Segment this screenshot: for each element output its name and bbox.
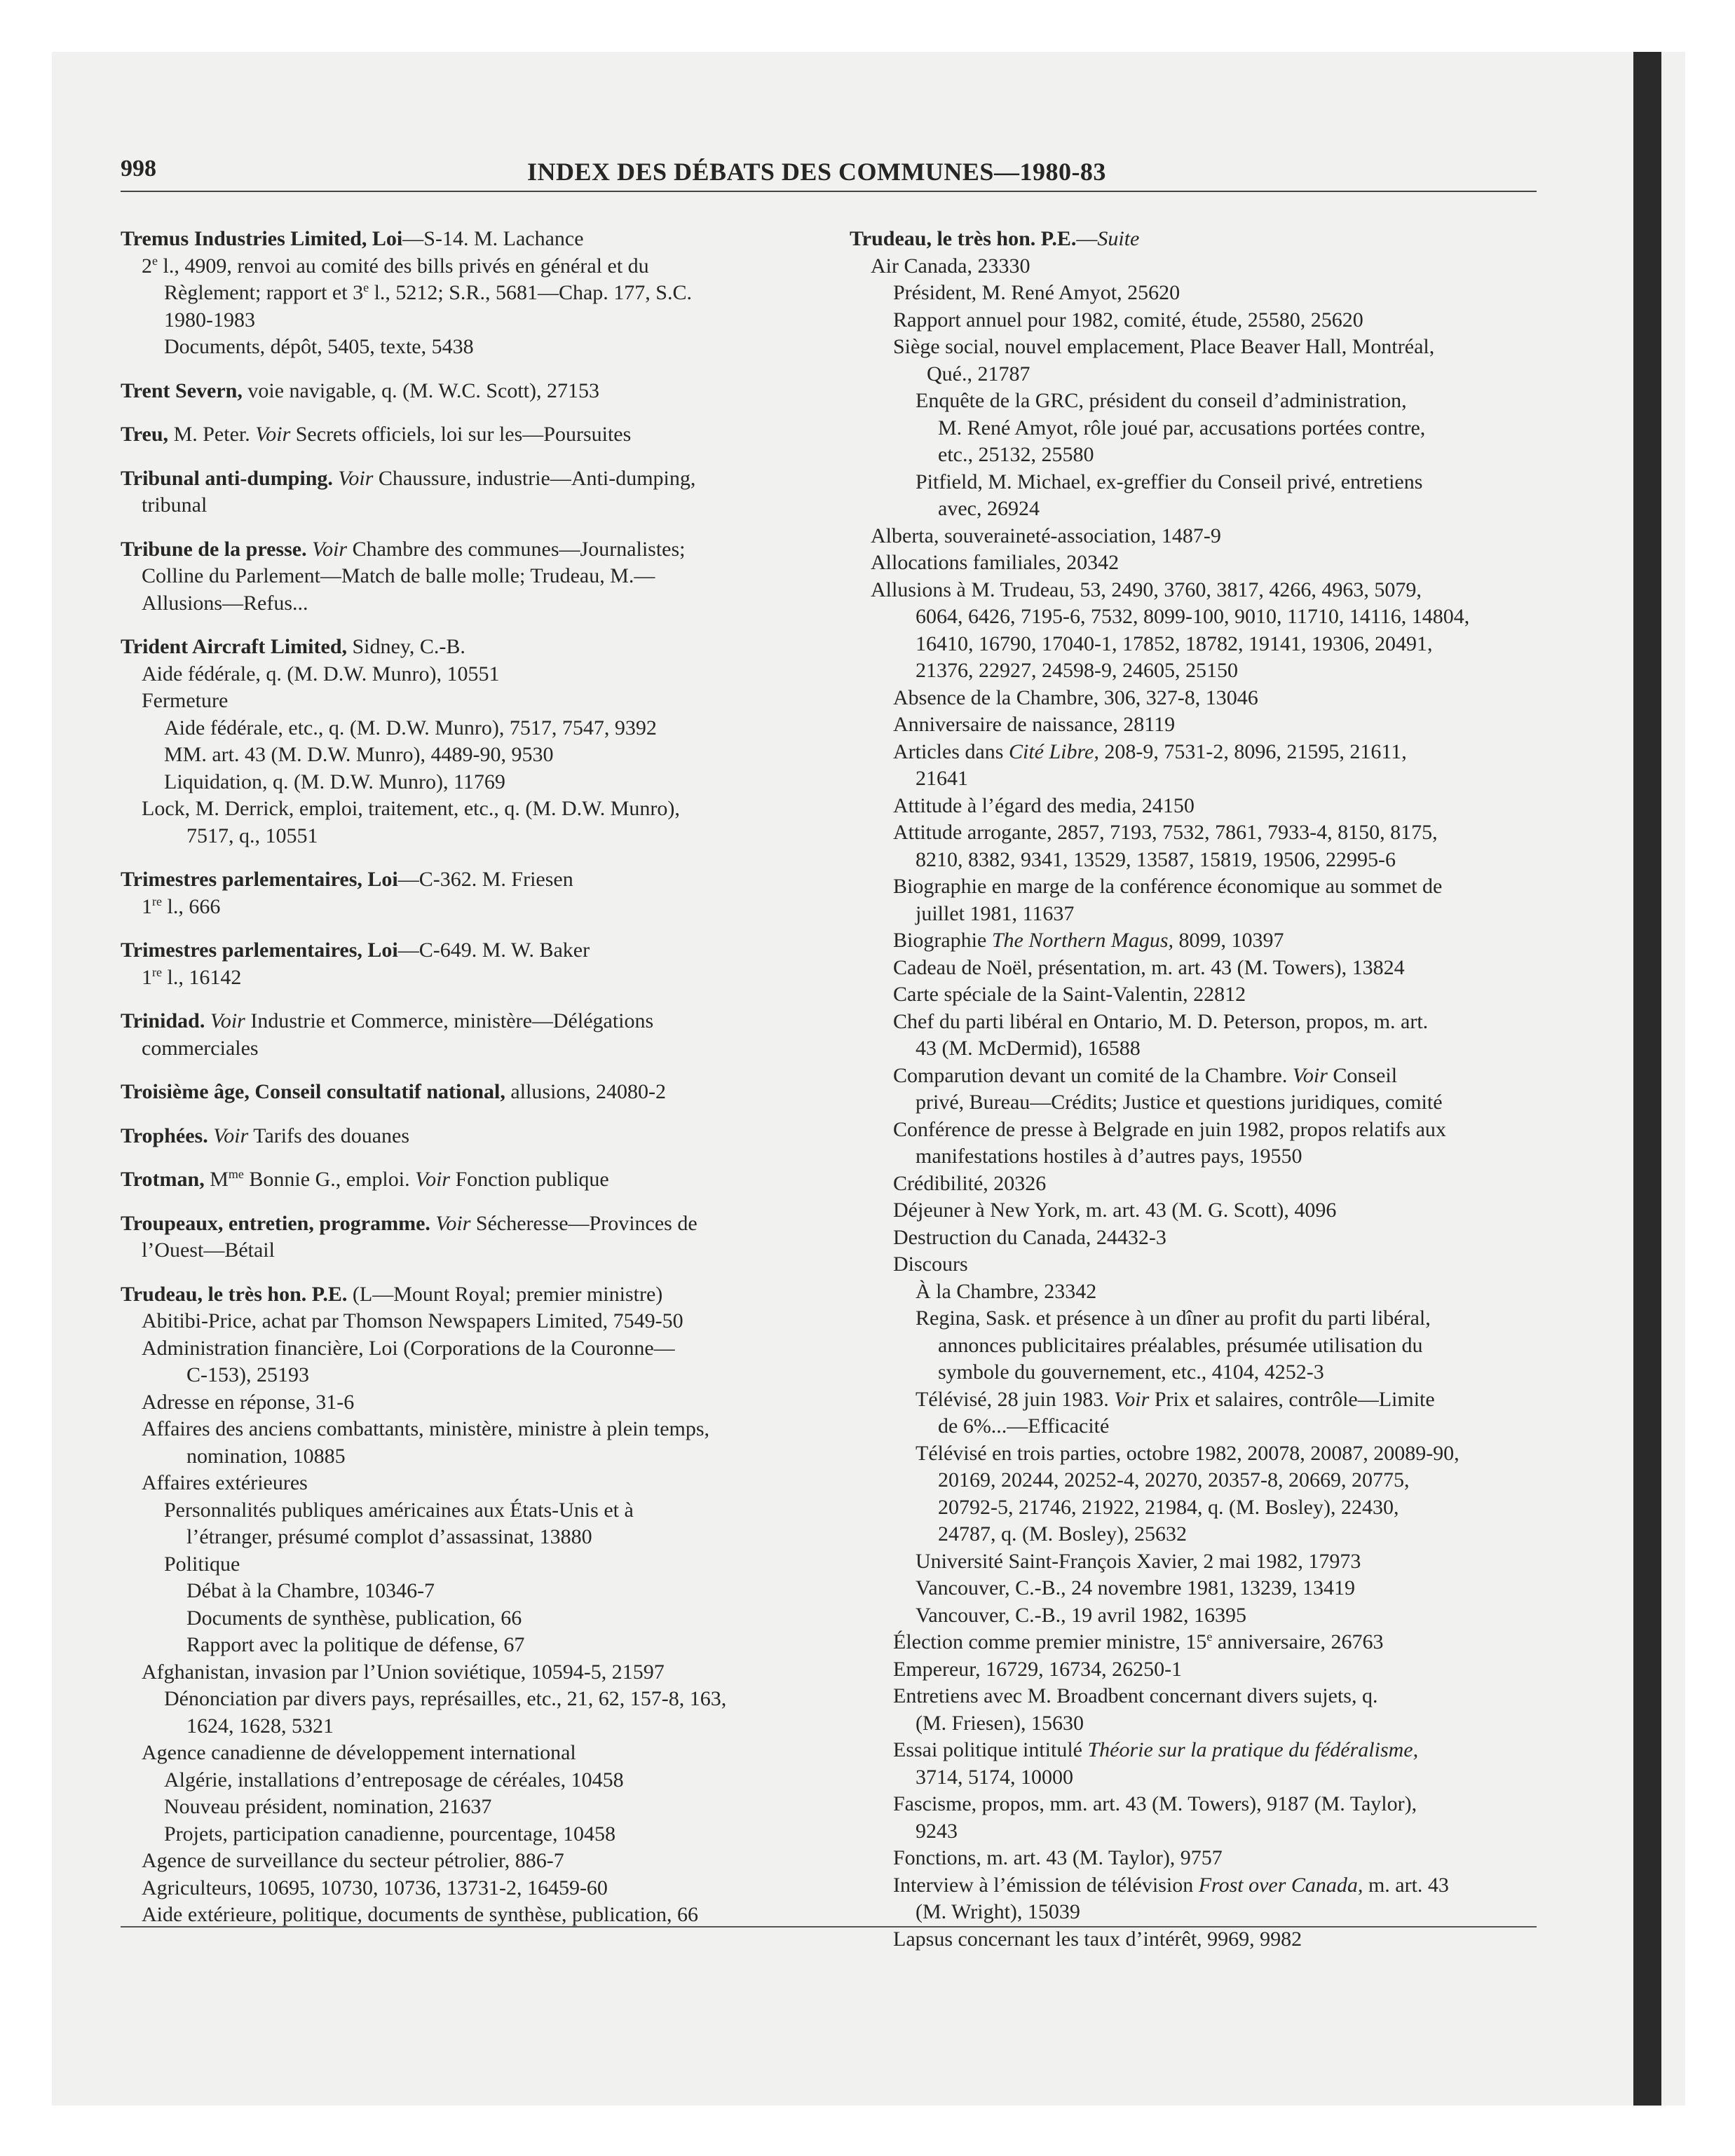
entry-line: Air Canada, 23330 xyxy=(871,254,1030,278)
index-entry xyxy=(121,465,815,519)
suite-label: Suite xyxy=(1097,227,1140,250)
entry-line: Afghanistan, invasion par l’Union soviétique, 10594-5, 21597 xyxy=(142,1660,665,1684)
entry-text: 2 xyxy=(142,254,152,278)
entry-line: privé, Bureau—Crédits; Justice et questions juridiques, comité xyxy=(916,1091,1443,1114)
entry-line: 7517, q., 10551 xyxy=(186,824,318,847)
entry-line: Président, M. René Amyot, 25620 xyxy=(893,281,1181,304)
entry-text: —S-14. M. Lachance xyxy=(402,227,584,250)
voir-reference: Voir xyxy=(338,466,374,490)
entry-line: Université Saint-François Xavier, 2 mai 1982, 17973 xyxy=(916,1549,1361,1573)
entry-line: MM. art. 43 (M. D.W. Munro), 4489-90, 9530 xyxy=(164,743,554,766)
entry-line: Empereur, 16729, 16734, 26250-1 xyxy=(893,1657,1183,1681)
entry-line: Discours xyxy=(893,1253,968,1276)
index-entry xyxy=(121,1123,815,1150)
entry-line: 9243 xyxy=(916,1819,958,1843)
superscript: me xyxy=(228,1167,244,1181)
entry-heading: Treu, xyxy=(121,423,169,446)
entry-text: Interview à l’émission de télévision xyxy=(893,1873,1199,1897)
italic-title: Théorie sur la pratique du fédéralisme, xyxy=(1087,1738,1419,1761)
entry-line: Attitude arrogante, 2857, 7193, 7532, 7861, 7933-4, 8150, 8175, xyxy=(893,821,1438,844)
entry-line: Projets, participation canadienne, pourcentage, 10458 xyxy=(164,1822,615,1845)
entry-line: Agence de surveillance du secteur pétrolier, 886-7 xyxy=(142,1849,564,1872)
entry-line: Affaires extérieures xyxy=(142,1471,308,1494)
entry-text: 208-9, 7531-2, 8096, 21595, 21611, xyxy=(1098,739,1407,763)
superscript: e xyxy=(152,253,158,268)
entry-line: Dénonciation par divers pays, représailles, etc., 21, 62, 157-8, 163, xyxy=(164,1687,727,1710)
entry-text: M xyxy=(204,1168,229,1191)
entry-line: de 6%...—Efficacité xyxy=(938,1414,1110,1438)
entry-line: 20792-5, 21746, 21922, 21984, q. (M. Bosley), 22430, xyxy=(938,1495,1399,1519)
entry-line: Rapport avec la politique de défense, 67 xyxy=(186,1633,525,1656)
entry-text: allusions, 24080-2 xyxy=(505,1080,667,1103)
entry-text: Chaussure, industrie—Anti-dumping, xyxy=(373,466,696,490)
voir-reference: Voir xyxy=(312,537,348,561)
entry-line: Aide fédérale, etc., q. (M. D.W. Munro), 7517, 7547, 9392 xyxy=(164,716,657,739)
index-entry xyxy=(121,1008,815,1062)
entry-line: Aide fédérale, q. (M. D.W. Munro), 10551 xyxy=(142,662,500,685)
entry-line: etc., 25132, 25580 xyxy=(938,443,1094,466)
entry-text: Prix et salaires, contrôle—Limite xyxy=(1149,1387,1435,1411)
entry-text: Tarifs des douanes xyxy=(248,1124,410,1147)
entry-line xyxy=(850,1386,1551,1414)
index-entry xyxy=(121,1079,815,1106)
entry-line: (M. Wright), 15039 xyxy=(916,1900,1080,1923)
voir-reference: Voir xyxy=(255,423,291,446)
entry-text: 1 xyxy=(142,965,152,989)
entry-text: Conseil xyxy=(1327,1063,1398,1087)
entry-text: m. art. 43 xyxy=(1363,1873,1449,1897)
entry-line: 21376, 22927, 24598-9, 24605, 25150 xyxy=(916,659,1238,682)
entry-line xyxy=(850,1063,1551,1090)
entry-text: 8099, 10397 xyxy=(1173,929,1284,952)
entry-line: Lapsus concernant les taux d’intérêt, 9969, 9982 xyxy=(893,1927,1302,1951)
entry-text: voie navigable, q. (M. W.C. Scott), 27153 xyxy=(242,378,599,402)
entry-line: annonces publicitaires préalables, présumée utilisation du xyxy=(938,1333,1423,1357)
superscript: e xyxy=(363,280,369,294)
entry-line: Alberta, souveraineté-association, 1487-9 xyxy=(871,524,1221,547)
entry-heading: Trudeau, le très hon. P.E. xyxy=(121,1282,348,1306)
entry-line: Adresse en réponse, 31-6 xyxy=(142,1390,355,1414)
page-number: 998 xyxy=(121,156,156,182)
entry-heading: Trimestres parlementaires, Loi xyxy=(121,939,398,962)
entry-heading: Tribunal anti-dumping. xyxy=(121,466,333,490)
index-entry xyxy=(121,1166,815,1194)
entry-line: l’Ouest—Bétail xyxy=(142,1239,275,1262)
entry-line: Administration financière, Loi (Corporations de la Couronne— xyxy=(142,1336,675,1360)
entry-line: Vancouver, C.-B., 24 novembre 1981, 13239, 13419 xyxy=(916,1576,1356,1599)
entry-line: Qué., 21787 xyxy=(927,362,1030,386)
entry-line: Vancouver, C.-B., 19 avril 1982, 16395 xyxy=(916,1603,1247,1627)
entry-text: l., 16142 xyxy=(161,965,242,989)
trudeau-subentries xyxy=(121,1308,815,1929)
entry-text: l., 666 xyxy=(161,894,221,918)
entry-line: Abitibi-Price, achat par Thomson Newspapers Limited, 7549-50 xyxy=(142,1309,683,1332)
entry-text: Biographie xyxy=(893,929,992,952)
entry-line: 8210, 8382, 9341, 13529, 13587, 15819, 19506, 22995-6 xyxy=(916,847,1396,871)
entry-line: Conférence de presse à Belgrade en juin 1982, propos relatifs aux xyxy=(893,1117,1446,1141)
entry-line: Cadeau de Noël, présentation, m. art. 43 (M. Towers), 13824 xyxy=(893,955,1405,979)
entry-heading: Tremus Industries Limited, Loi xyxy=(121,227,403,250)
entry-heading: Trident Aircraft Limited, xyxy=(121,635,347,658)
entry-line: Allusions—Refus... xyxy=(142,591,308,615)
scan-edge-shadow xyxy=(1633,52,1661,2106)
entry-line: Algérie, installations d’entreposage de céréales, 10458 xyxy=(164,1768,624,1792)
voir-reference: Voir xyxy=(213,1124,249,1147)
entry-line: Allusions à M. Trudeau, 53, 2490, 3760, 3817, 4266, 4963, 5079, xyxy=(871,578,1422,601)
entry-line: 6064, 6426, 7195-6, 7532, 8099-100, 9010, 11710, 14116, 14804, xyxy=(916,605,1470,628)
entry-line: Télévisé en trois parties, octobre 1982, 20078, 20087, 20089-90, xyxy=(916,1441,1460,1465)
index-entry xyxy=(121,421,815,449)
voir-reference: Voir xyxy=(1114,1387,1150,1411)
entry-text: Chambre des communes—Journalistes; xyxy=(347,537,686,561)
entry-line: 43 (M. McDermid), 16588 xyxy=(916,1037,1141,1060)
entry-line: Rapport annuel pour 1982, comité, étude, 25580, 25620 xyxy=(893,308,1363,332)
voir-reference: Voir xyxy=(435,1211,471,1235)
entry-text: l., 5212; S.R., 5681—Chap. 177, S.C. xyxy=(369,281,692,304)
entry-line: Regina, Sask. et présence à un dîner au profit du parti libéral, xyxy=(916,1306,1431,1330)
entry-line: 16410, 16790, 17040-1, 17852, 18782, 19141, 19306, 20491, xyxy=(916,632,1433,655)
entry-heading: Troupeaux, entretien, programme. xyxy=(121,1211,430,1235)
entry-line: Attitude à l’égard des media, 24150 xyxy=(893,793,1195,817)
entry-line: Fonctions, m. art. 43 (M. Taylor), 9757 xyxy=(893,1846,1223,1869)
entry-text: (L—Mount Royal; premier ministre) xyxy=(347,1282,663,1306)
voir-reference: Voir xyxy=(1292,1063,1328,1087)
entry-line: nomination, 10885 xyxy=(186,1444,346,1468)
entry-line: Anniversaire de naissance, 28119 xyxy=(893,713,1176,736)
running-title: INDEX DES DÉBATS DES COMMUNES—1980-83 xyxy=(527,158,1106,186)
left-column xyxy=(121,226,815,1946)
entry-line: C-153), 25193 xyxy=(186,1363,309,1386)
entry-heading: Trent Severn, xyxy=(121,378,243,402)
entry-line xyxy=(850,1737,1551,1764)
entry-text: Comparution devant un comité de la Chambre. xyxy=(893,1063,1293,1087)
entry-line: symbole du gouvernement, etc., 4104, 4252-3 xyxy=(938,1360,1324,1384)
italic-title: The Northern Magus, xyxy=(991,929,1173,952)
entry-heading: Tribune de la presse. xyxy=(121,537,307,561)
index-entry-trudeau xyxy=(121,1281,815,1929)
entry-line: Liquidation, q. (M. D.W. Munro), 11769 xyxy=(164,770,505,793)
entry-line: juillet 1981, 11637 xyxy=(916,901,1075,925)
entry-line: Déjeuner à New York, m. art. 43 (M. G. Scott), 4096 xyxy=(893,1199,1337,1222)
index-entry xyxy=(121,1210,815,1264)
right-column xyxy=(850,226,1551,1953)
entry-text: Sécheresse—Provinces de xyxy=(470,1211,698,1235)
entry-line: 20169, 20244, 20252-4, 20270, 20357-8, 20669, 20775, xyxy=(938,1468,1410,1492)
entry-text: Télévisé, 28 juin 1983. xyxy=(916,1387,1115,1411)
entry-line: Absence de la Chambre, 306, 327-8, 13046 xyxy=(893,685,1258,709)
entry-line: manifestations hostiles à d’autres pays, 19550 xyxy=(916,1145,1302,1168)
superscript: re xyxy=(152,964,162,979)
italic-title: Cité Libre, xyxy=(1008,739,1099,763)
italic-title: Frost over Canada, xyxy=(1198,1873,1363,1897)
entry-line: Nouveau président, nomination, 21637 xyxy=(164,1795,492,1818)
entry-heading: Trimestres parlementaires, Loi xyxy=(121,868,398,891)
entry-line: Biographie en marge de la conférence économique au sommet de xyxy=(893,875,1443,898)
entry-text: Industrie et Commerce, ministère—Délégations xyxy=(245,1009,654,1032)
entry-text: Sidney, C.-B. xyxy=(347,635,465,658)
entry-line: Documents, dépôt, 5405, texte, 5438 xyxy=(164,335,474,358)
entry-heading: Trinidad. xyxy=(121,1009,205,1032)
entry-line: 1624, 1628, 5321 xyxy=(186,1714,334,1738)
entry-heading: Trudeau, le très hon. P.E. xyxy=(850,227,1077,250)
voir-reference: Voir xyxy=(415,1168,451,1191)
entry-line xyxy=(850,739,1551,766)
entry-line: commerciales xyxy=(142,1036,259,1060)
entry-line: Agriculteurs, 10695, 10730, 10736, 13731-2, 16459-60 xyxy=(142,1876,608,1899)
entry-line: (M. Friesen), 15630 xyxy=(916,1711,1084,1735)
index-entry xyxy=(121,866,815,920)
entry-text: anniversaire, 26763 xyxy=(1212,1630,1384,1653)
entry-line: Débat à la Chambre, 10346-7 xyxy=(186,1579,435,1602)
entry-line: Allocations familiales, 20342 xyxy=(871,551,1120,574)
entry-text: —C-362. M. Friesen xyxy=(397,868,573,891)
entry-line: Politique xyxy=(164,1552,240,1576)
index-entry xyxy=(121,536,815,618)
entry-heading: Trotman, xyxy=(121,1168,205,1191)
entry-line: l’étranger, présumé complot d’assassinat, 13880 xyxy=(186,1525,592,1548)
entry-heading: Troisième âge, Conseil consultatif national, xyxy=(121,1080,505,1103)
entry-line: Affaires des anciens combattants, ministère, ministre à plein temps, xyxy=(142,1417,710,1440)
entry-line: Siège social, nouvel emplacement, Place Beaver Hall, Montréal, xyxy=(893,335,1435,358)
index-entry xyxy=(121,634,815,850)
entry-text: —C-649. M. W. Baker xyxy=(397,939,590,962)
entry-line: Crédibilité, 20326 xyxy=(893,1171,1047,1195)
entry-line: Agence canadienne de développement international xyxy=(142,1741,576,1764)
footer-rule xyxy=(121,1926,1537,1928)
entry-line xyxy=(850,1629,1551,1656)
entry-line: avec, 26924 xyxy=(938,497,1040,520)
index-entry xyxy=(121,378,815,405)
entry-line: Personnalités publiques américaines aux États-Unis et à xyxy=(164,1498,634,1522)
entry-line: Colline du Parlement—Match de balle molle; Trudeau, M.— xyxy=(142,564,655,587)
entry-text: l., 4909, renvoi au comité des bills privés en général et du xyxy=(158,254,649,278)
index-entry xyxy=(121,937,815,991)
superscript: e xyxy=(1206,1630,1213,1644)
entry-line: Carte spéciale de la Saint-Valentin, 22812 xyxy=(893,983,1246,1006)
entry-line xyxy=(850,927,1551,955)
superscript: re xyxy=(152,894,162,908)
entry-text: M. Peter. xyxy=(168,423,256,446)
entry-line: Enquête de la GRC, président du conseil d’administration, xyxy=(916,389,1407,412)
entry-text: Élection comme premier ministre, 15 xyxy=(893,1630,1207,1653)
entry-line: 21641 xyxy=(916,767,968,790)
entry-heading: Trophées. xyxy=(121,1124,208,1147)
entry-line: M. René Amyot, rôle joué par, accusations portées contre, xyxy=(938,416,1426,439)
page-header xyxy=(121,156,1537,192)
entry-text: Règlement; rapport et 3 xyxy=(164,281,364,304)
entry-text: Secrets officiels, loi sur les—Poursuites xyxy=(290,423,632,446)
entry-text: — xyxy=(1076,227,1098,250)
entry-line: À la Chambre, 23342 xyxy=(916,1279,1097,1303)
entry-line xyxy=(850,1872,1551,1899)
entry-line: 3714, 5174, 10000 xyxy=(916,1765,1073,1789)
entry-text: Articles dans xyxy=(893,739,1009,763)
entry-text: Fonction publique xyxy=(450,1168,609,1191)
entry-line: 1980-1983 xyxy=(164,308,255,332)
voir-reference: Voir xyxy=(210,1009,245,1032)
entry-line: 24787, q. (M. Bosley), 25632 xyxy=(938,1522,1187,1546)
entry-line: Lock, M. Derrick, emploi, traitement, etc., q. (M. D.W. Munro), xyxy=(142,797,680,820)
entry-line: Documents de synthèse, publication, 66 xyxy=(186,1606,522,1630)
entry-line: Destruction du Canada, 24432-3 xyxy=(893,1225,1166,1249)
entry-text: Bonnie G., emploi. xyxy=(243,1168,416,1191)
entry-line: Chef du parti libéral en Ontario, M. D. Peterson, propos, m. art. xyxy=(893,1009,1429,1033)
index-entry xyxy=(121,226,815,361)
entry-line: Aide extérieure, politique, documents de synthèse, publication, 66 xyxy=(142,1903,698,1926)
entry-line: Fermeture xyxy=(142,689,229,712)
entry-line: Fascisme, propos, mm. art. 43 (M. Towers), 9187 (M. Taylor), xyxy=(893,1792,1417,1815)
entry-text: Essai politique intitulé xyxy=(893,1738,1088,1761)
entry-line: Entretiens avec M. Broadbent concernant divers sujets, q. xyxy=(893,1684,1378,1707)
entry-line: Pitfield, M. Michael, ex-greffier du Conseil privé, entretiens xyxy=(916,470,1423,493)
entry-line: tribunal xyxy=(142,493,207,517)
entry-text: 1 xyxy=(142,894,152,918)
